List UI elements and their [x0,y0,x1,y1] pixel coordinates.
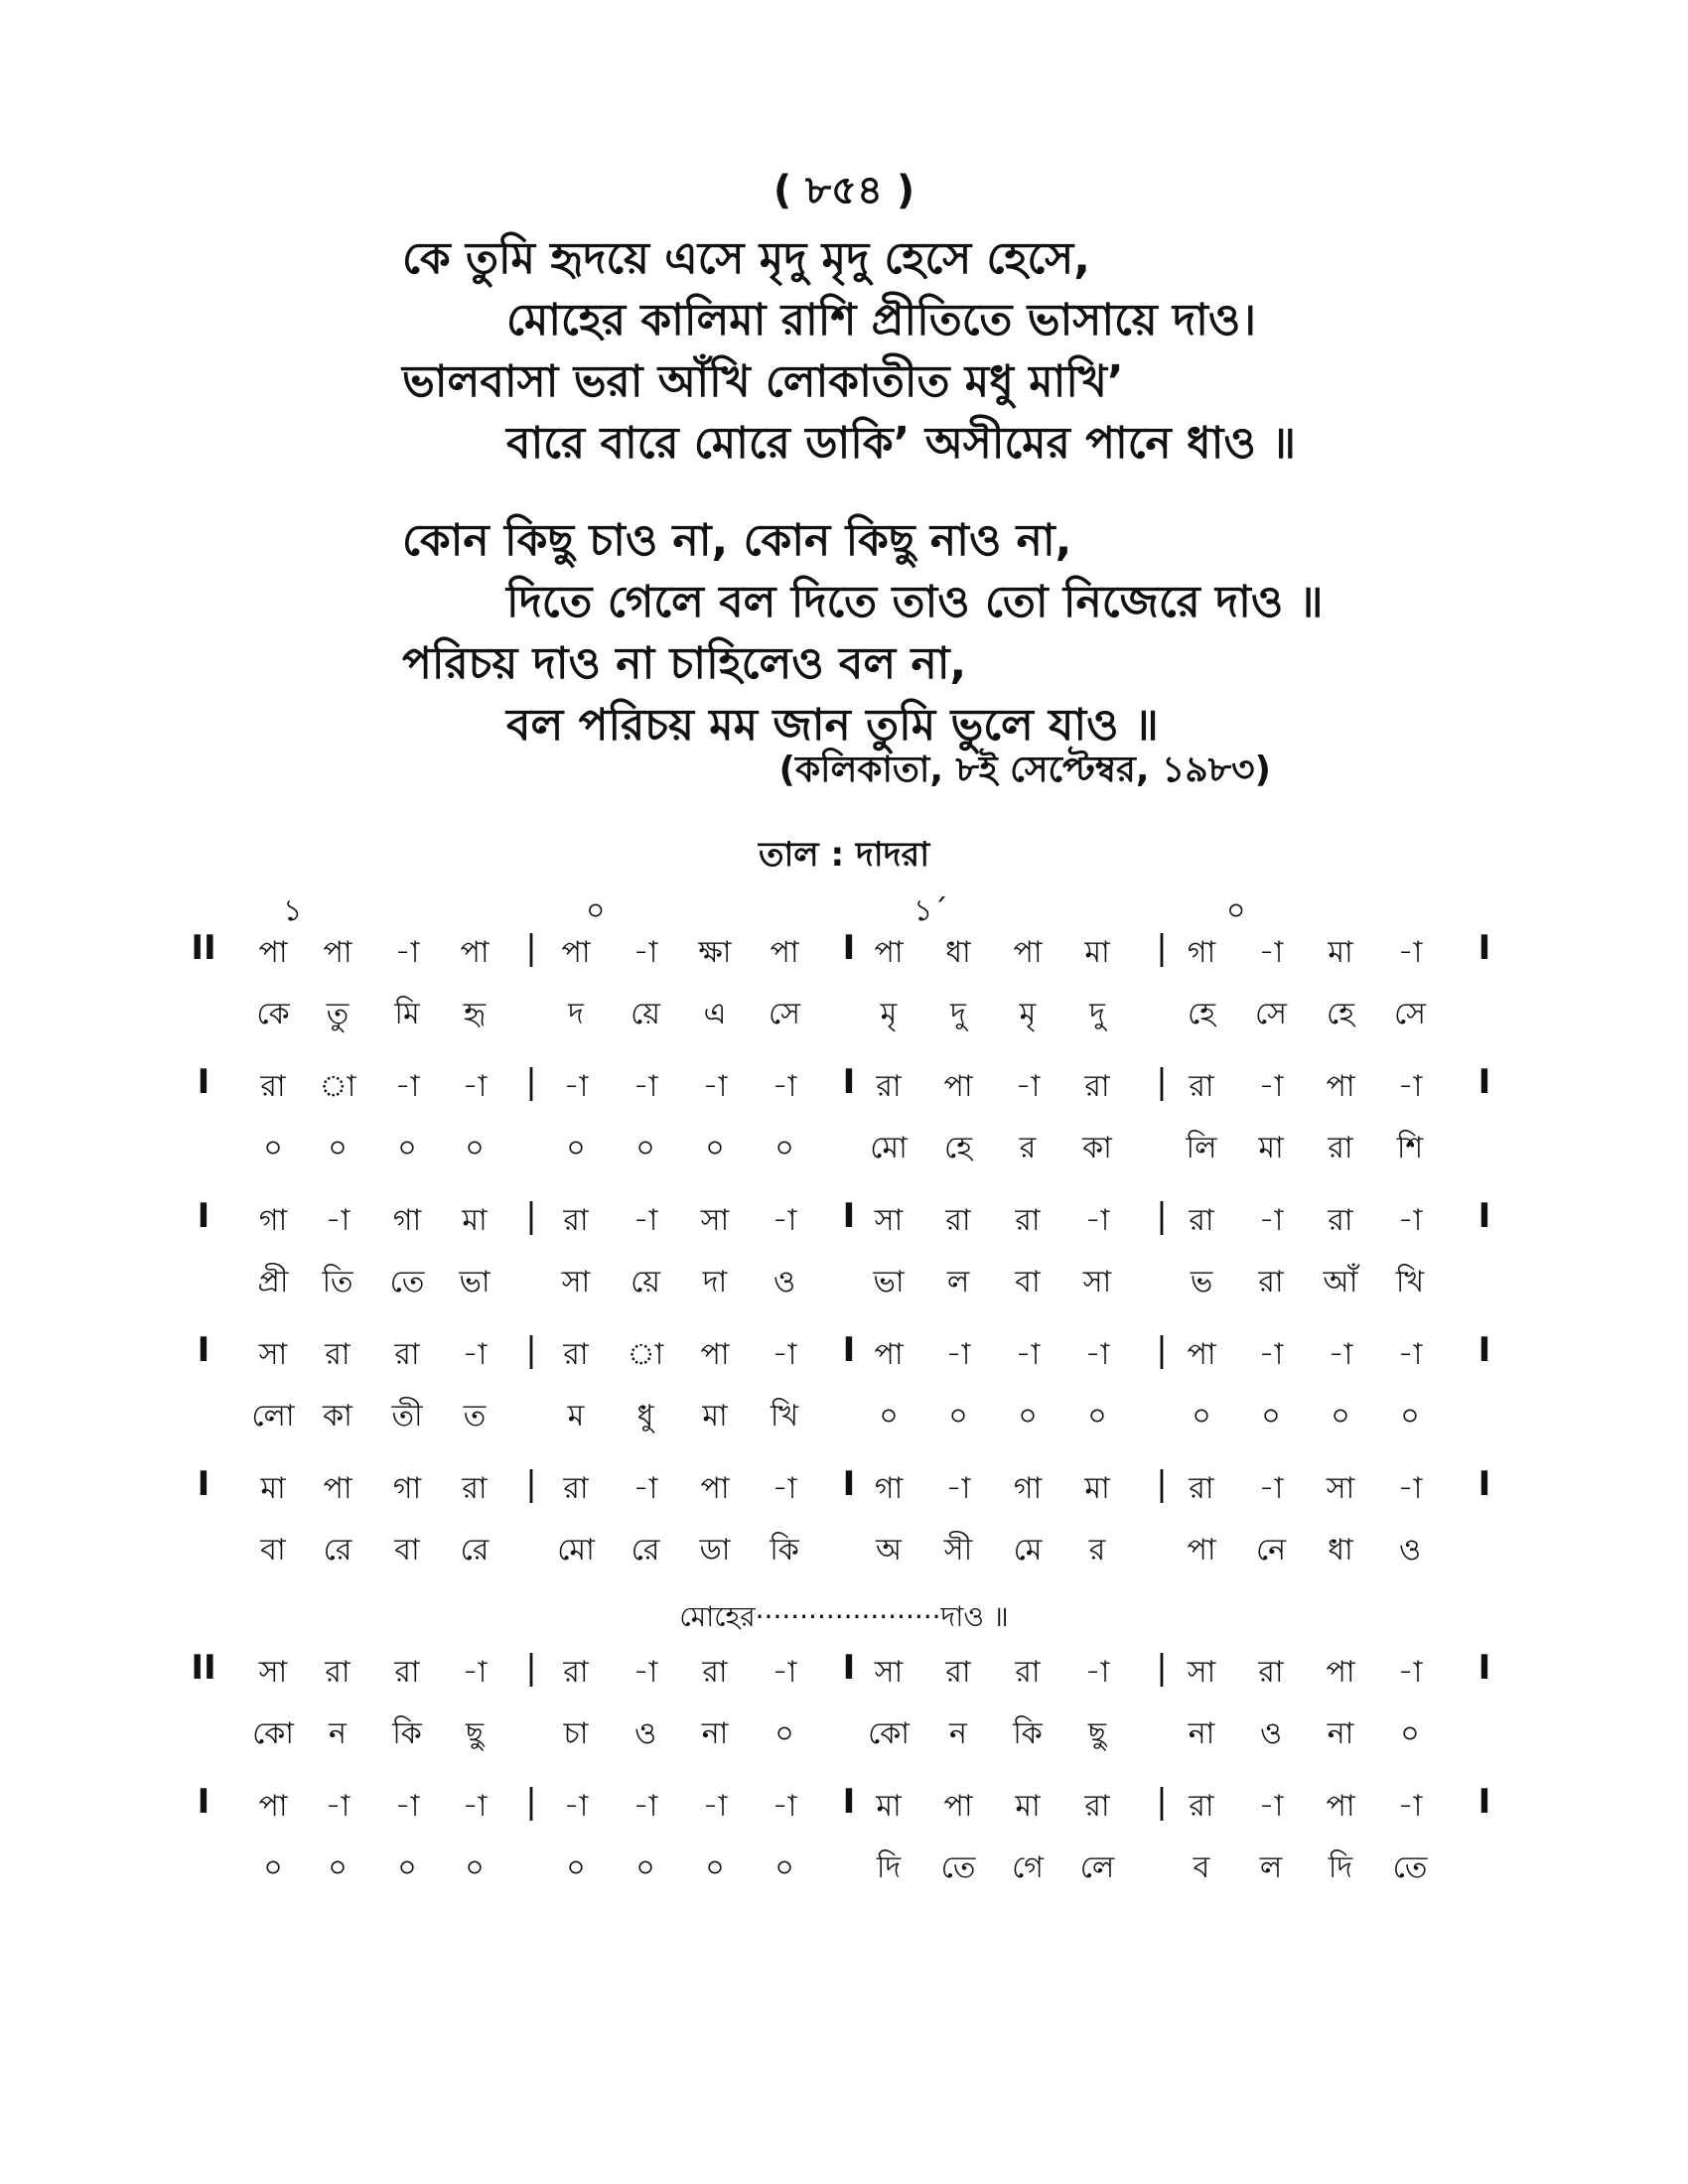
lyric-syllable: ০ [774,1716,794,1751]
bar-line: | [1156,1464,1168,1504]
lyric-syllable: কা [1082,1131,1112,1165]
swara-note: -া [1258,935,1284,970]
swara-note: -া [772,1655,797,1690]
lyric-line: পরিচয় দাও না চাহিলেও বল না, [402,638,967,689]
date-note: (কলিকাতা, ৮ই সেপ্টেম্বর, ১৯৮৩) [778,750,1271,790]
bar-line: | [1156,928,1168,968]
lyric-line: ভালবাসা ভরা আঁখি লোকাতীত মধু মাখি’ [402,356,1124,407]
lyric-syllable: ডা [699,1533,731,1568]
lyric-syllable: ০ [705,1850,725,1885]
page-number: ( ৮৫৪ ) [773,168,915,213]
bar-line: | [1156,1648,1168,1688]
lyric-syllable: র [1019,1131,1037,1165]
swara-note: -া [945,1337,971,1372]
swara-note: পা [1187,1337,1216,1372]
swara-note: রা [945,1655,971,1690]
swara-note: পা [258,1789,288,1824]
lyric-syllable: হে [1327,997,1354,1031]
lyric-syllable: সে [769,997,800,1031]
swara-note: -া [1084,1337,1110,1372]
lyric-syllable: দু [1089,997,1105,1031]
lyric-syllable: লে [1079,1850,1115,1885]
lyric-line: দিতে গেলে বল দিতে তাও তো নিজেরে দাও ॥ [506,577,1324,627]
bar-line: I [1477,928,1491,968]
lyric-syllable: রে [460,1533,490,1568]
lyric-syllable: সা [561,1265,591,1299]
lyric-syllable: মি [394,997,420,1031]
lyric-syllable: দা [702,1265,728,1299]
lyric-syllable: সে [1255,997,1287,1031]
swara-note: -া [1397,935,1423,970]
swara-note: মা [1084,935,1110,970]
lyric-syllable: ০ [1400,1716,1420,1751]
swara-note: -া [633,1655,658,1690]
lyric-syllable: খি [770,1399,799,1433]
swara-note: সা [874,1655,904,1690]
swara-row [0,1062,1688,1122]
swara-note: রা [702,1655,728,1690]
bar-line: I [197,1062,211,1102]
lyric-syllable: সা [1082,1265,1112,1299]
swara-note: পা [943,1789,973,1824]
swara-row [0,1196,1688,1256]
lyric-line: মোহের কালিমা রাশি প্রীতিতে ভাসায়ে দাও। [506,295,1257,345]
lyric-syllable: নে [1255,1533,1287,1568]
swara-note: -া [772,1203,797,1238]
swara-note: া [627,1337,664,1372]
swara-note: মা [462,1203,488,1238]
bar-line: I [1477,1648,1491,1688]
swara-note: গা [392,1471,422,1506]
lyric-syllable: ০ [1018,1399,1038,1433]
swara-note: পা [700,1337,730,1372]
lyric-syllable: কা [323,1399,352,1433]
lyric-syllable: ০ [774,1131,794,1165]
swara-note: রা [945,1203,971,1238]
lyric-syllable: না [701,1716,729,1751]
swara-note: পা [561,935,591,970]
beat-mark: ০ [1226,893,1246,928]
lyric-syllable: ম [567,1399,585,1433]
lyric-syllable: হৃ [463,997,487,1031]
swara-note: মা [1084,1471,1110,1506]
swara-note: রা [394,1337,420,1372]
swara-note: -া [772,1337,797,1372]
lyric-syllable: ল [946,1265,970,1299]
swara-note: পা [258,935,288,970]
lyric-syllable: আঁ [1323,1265,1358,1299]
lyric-syllable: ০ [328,1131,348,1165]
lyric-syllable: র [1088,1533,1106,1568]
lyric-syllable: ভ [1190,1265,1213,1299]
swara-note: -া [1258,1337,1284,1372]
bar-line: I [1477,1464,1491,1504]
lyric-syllable: দ [568,997,584,1031]
swara-note: পা [1013,935,1043,970]
swara-note: া [319,1069,356,1104]
swara-note: পা [460,935,490,970]
swara-note: -া [1015,1069,1041,1104]
swara-note: মা [876,1789,902,1824]
lyric-syllable-row [0,1709,1688,1769]
bar-line: I [1477,1330,1491,1370]
swara-row [0,1464,1688,1524]
swara-note: -া [563,1069,589,1104]
swara-note: পা [323,1471,352,1506]
lyric-syllable: ০ [1331,1399,1350,1433]
lyric-syllable-row [0,990,1688,1049]
swara-note: -া [1397,1069,1423,1104]
bar-line: I [197,1464,211,1504]
swara-note: রা [325,1655,351,1690]
swara-note: সা [258,1337,288,1372]
lyric-syllable: লো [251,1399,295,1433]
lyric-syllable: মো [557,1533,595,1568]
lyric-syllable: ০ [263,1850,283,1885]
swara-note: -া [394,935,420,970]
lyric-syllable: ছু [465,1716,485,1751]
swara-note: গা [874,1471,904,1506]
bar-line: | [1156,1196,1168,1236]
lyric-syllable: ছু [1087,1716,1107,1751]
lyric-syllable: কি [770,1533,799,1568]
lyric-syllable: লি [1186,1131,1217,1165]
swara-note: -া [1397,1789,1423,1824]
lyric-syllable: ০ [705,1131,725,1165]
lyric-syllable: মৃ [1019,997,1037,1031]
lyric-syllable: তু [326,997,350,1031]
lyric-syllable: ব [1193,1850,1210,1885]
bar-line: II [191,1648,216,1688]
swara-note: -া [394,1069,420,1104]
lyric-syllable: না [1188,1716,1215,1751]
bar-line: I [197,1782,211,1822]
swara-note: মা [1015,1789,1041,1824]
lyric-line: কে তুমি হৃদয়ে এসে মৃদু মৃদু হেসে হেসে, [402,233,1090,284]
swara-note: -া [1258,1069,1284,1104]
bar-line: II [191,928,216,968]
lyric-syllable: দু [950,997,966,1031]
lyric-syllable: য়ে [631,1265,660,1299]
lyric-syllable: পা [1187,1533,1216,1568]
bar-line: I [197,1330,211,1370]
swara-note: -া [633,1203,658,1238]
swara-note: সা [1326,1471,1355,1506]
swara-note: রা [394,1655,420,1690]
lyric-syllable: এ [703,997,727,1031]
lyric-syllable: রে [323,1533,352,1568]
lyric-syllable: তে [1392,1850,1428,1885]
swara-note: রা [563,1203,589,1238]
lyric-syllable: মৃ [880,997,898,1031]
lyric-syllable: মা [702,1399,728,1433]
bar-line: I [1477,1782,1491,1822]
swara-note: -া [633,1789,658,1824]
lyric-line: বল পরিচয় মম জান তুমি ভুলে যাও ॥ [506,700,1159,751]
lyric-syllable: খি [1395,1265,1425,1299]
taal-label: তাল : দাদরা [758,835,930,875]
lyric-syllable: ০ [465,1850,485,1885]
bar-line: | [525,1330,537,1370]
bar-line: | [1156,1062,1168,1102]
swara-note: পা [770,935,799,970]
bar-line: I [842,1464,856,1504]
swara-note: রা [462,1471,488,1506]
lyric-syllable: ও [633,1716,657,1751]
stanza-gap [402,475,1594,510]
bar-line: | [1156,1330,1168,1370]
lyric-syllable: মে [1013,1533,1043,1568]
lyric-syllable: বা [394,1533,420,1568]
lyric-syllable: গে [1012,1850,1044,1885]
lyric-syllable: মা [1258,1131,1284,1165]
lyric-syllable: তি [322,1265,353,1299]
lyric-syllable: না [1327,1716,1354,1751]
swara-note: গা [1013,1471,1043,1506]
swara-note: -া [1397,1203,1423,1238]
swara-note: -া [945,1471,971,1506]
swara-note: গা [1187,935,1216,970]
lyric-syllable: কো [868,1716,910,1751]
swara-note: পা [874,1337,904,1372]
bar-line: I [842,1062,856,1102]
swara-note: -া [462,1337,488,1372]
swara-note: -া [462,1655,488,1690]
lyric-syllable-row [0,1392,1688,1451]
lyric-syllable: ০ [1087,1399,1107,1433]
bar-line: | [525,1062,537,1102]
swara-note: সা [874,1203,904,1238]
lyric-syllable: সে [1394,997,1426,1031]
lyric-syllable: তে [940,1850,976,1885]
swara-note: রা [563,1337,589,1372]
swara-note: মা [260,1471,286,1506]
swara-note: গা [392,1203,422,1238]
lyric-syllable-row [0,1526,1688,1585]
refrain-note: মোহের·····················দাও ॥ [679,1600,1009,1633]
swara-note: -া [633,1471,658,1506]
lyric-line: কোন কিছু চাও না, কোন কিছু নাও না, [402,515,1072,566]
swara-note: রা [260,1069,286,1104]
lyric-syllable: ০ [397,1850,417,1885]
bar-line: I [842,1648,856,1688]
lyric-syllable: ও [1259,1716,1283,1751]
lyric-syllable: রে [631,1533,660,1568]
swara-note: রা [1189,1789,1214,1824]
bar-line: I [1477,1196,1491,1236]
swara-note: -া [462,1789,488,1824]
swara-note: রা [1328,1203,1353,1238]
swara-note: রা [325,1337,351,1372]
swara-row [0,1648,1688,1707]
swara-note: রা [1189,1069,1214,1104]
beat-mark: ০ [586,893,606,928]
lyric-syllable: ০ [635,1131,655,1165]
lyrics-block [402,228,1594,756]
lyric-syllable: ০ [465,1131,485,1165]
swara-note: -া [772,1069,797,1104]
bar-line: | [525,1196,537,1236]
swara-note: রা [876,1069,902,1104]
swara-note: -া [1084,1655,1110,1690]
lyric-syllable: ০ [566,1850,586,1885]
swara-note: -া [1258,1789,1284,1824]
lyric-syllable: য়ে [631,997,660,1031]
lyric-syllable: ধু [636,1399,654,1433]
lyric-syllable: ও [1398,1533,1422,1568]
swara-note: রা [1015,1655,1041,1690]
swara-note: -া [462,1069,488,1104]
swara-note: রা [1258,1655,1284,1690]
lyric-line: বারে বারে মোরে ডাকি’ অসীমের পানে ধাও ॥ [506,418,1296,469]
beat-mark: ১´ [914,893,948,928]
lyric-syllable: কি [392,1716,422,1751]
swara-note: ধা [945,935,971,970]
lyric-syllable: ০ [1192,1399,1211,1433]
bar-line: | [525,1782,537,1822]
bar-line: I [197,1196,211,1236]
lyric-syllable: ধা [1328,1533,1353,1568]
lyric-syllable: ও [773,1265,796,1299]
swara-note: -া [1397,1655,1423,1690]
swara-note: পা [700,1471,730,1506]
swara-note: রা [1084,1069,1110,1104]
swara-note: -া [633,1069,658,1104]
swara-note: -া [1328,1337,1353,1372]
lyric-syllable: হে [944,1131,972,1165]
swara-note: -া [325,1203,351,1238]
swara-note: সা [700,1203,730,1238]
swara-note: -া [633,935,658,970]
swara-note: পা [874,935,904,970]
lyric-syllable: ০ [1261,1399,1281,1433]
lyric-syllable: ত [463,1399,487,1433]
swara-note: রা [563,1471,589,1506]
lyric-syllable: তে [389,1265,425,1299]
lyric-syllable: ০ [328,1850,348,1885]
swara-note: ক্ষা [698,935,732,970]
bar-line: I [842,928,856,968]
swara-note: -া [1397,1337,1423,1372]
bar-line: | [525,1648,537,1688]
swara-note: পা [943,1069,973,1104]
lyric-syllable: চা [563,1716,589,1751]
lyric-syllable: দি [876,1850,902,1885]
swara-row [0,928,1688,988]
beat-mark: ১ [283,893,303,928]
lyric-syllable: ০ [879,1399,899,1433]
bar-line: | [1156,1782,1168,1822]
bar-line: | [525,928,537,968]
swara-note: -া [772,1789,797,1824]
bar-line: | [525,1464,537,1504]
lyric-syllable: ০ [397,1131,417,1165]
lyric-syllable: ন [949,1716,967,1751]
lyric-syllable: বা [1015,1265,1041,1299]
swara-row [0,1330,1688,1390]
swara-note: সা [258,1655,288,1690]
swara-note: -া [1084,1203,1110,1238]
lyric-syllable: ভা [873,1265,905,1299]
swara-note: -া [1397,1471,1423,1506]
swara-note: রা [1084,1789,1110,1824]
swara-note: পা [1326,1789,1355,1824]
lyric-syllable: কি [1013,1716,1043,1751]
swara-row [0,1782,1688,1842]
swara-note: সা [1187,1655,1216,1690]
swara-note: রা [1189,1203,1214,1238]
lyric-syllable: শি [1396,1131,1424,1165]
lyric-syllable: দি [1328,1850,1353,1885]
swara-note: -া [702,1069,728,1104]
lyric-syllable: রা [1328,1131,1353,1165]
swara-note: -া [1015,1337,1041,1372]
swara-note: গা [258,1203,288,1238]
swara-note: পা [1326,1069,1355,1104]
lyric-syllable: সী [943,1533,973,1568]
lyric-syllable: ০ [774,1850,794,1885]
lyric-syllable: ০ [1400,1399,1420,1433]
bar-line: I [842,1330,856,1370]
bar-line: I [842,1782,856,1822]
lyric-syllable: ০ [948,1399,968,1433]
lyric-syllable: ন [329,1716,347,1751]
lyric-syllable: মো [870,1131,908,1165]
swara-note: -া [563,1789,589,1824]
swara-note: মা [1328,935,1353,970]
lyric-syllable-row [0,1258,1688,1317]
lyric-syllable: ল [1259,1850,1283,1885]
lyric-syllable: কে [256,997,290,1031]
lyric-syllable: রা [1258,1265,1284,1299]
swara-note: রা [563,1655,589,1690]
bar-line: I [1477,1062,1491,1102]
swara-note: -া [702,1789,728,1824]
bar-line: I [842,1196,856,1236]
lyric-syllable: ০ [263,1131,283,1165]
lyric-syllable: অ [876,1533,902,1568]
swara-note: -া [394,1789,420,1824]
lyric-syllable: ভা [459,1265,491,1299]
swara-note: -া [1258,1471,1284,1506]
lyric-syllable: ০ [566,1131,586,1165]
lyric-syllable-row [0,1843,1688,1903]
lyric-syllable: হে [1188,997,1215,1031]
lyric-syllable-row [0,1124,1688,1183]
lyric-syllable: ০ [635,1850,655,1885]
lyric-syllable: প্রী [257,1265,289,1299]
swara-note: পা [1326,1655,1355,1690]
lyric-syllable: তী [391,1399,423,1433]
swara-note: -া [1258,1203,1284,1238]
swara-note: রা [1015,1203,1041,1238]
swara-note: -া [325,1789,351,1824]
swara-note: পা [323,935,352,970]
lyric-syllable: বা [260,1533,286,1568]
lyric-syllable: কো [252,1716,294,1751]
swara-note: -া [772,1471,797,1506]
swara-note: রা [1189,1471,1214,1506]
